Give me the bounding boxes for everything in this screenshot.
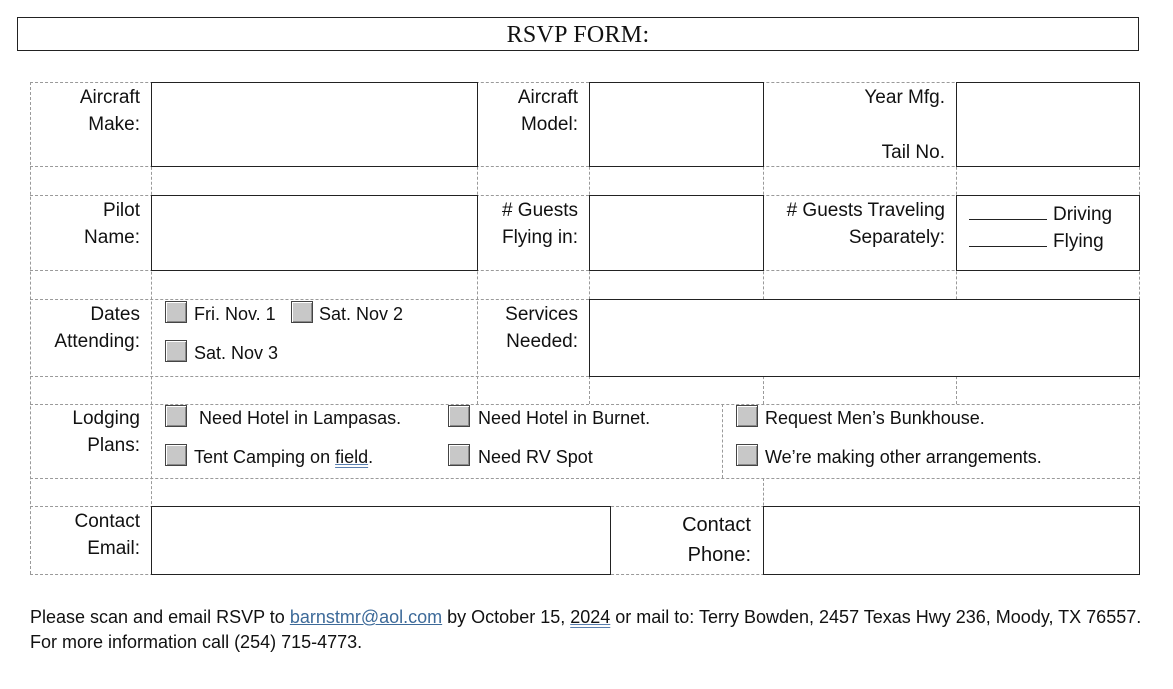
- bunkhouse-label: Request Men’s Bunkhouse.: [765, 408, 985, 428]
- driving-label: Driving: [1053, 204, 1113, 225]
- hotel-lampasas-label: Need Hotel in Lampasas.: [199, 408, 402, 428]
- contact-phone-label: Contact Phone:: [682, 514, 751, 566]
- guests-separately-label: # Guests Traveling Separately:: [786, 200, 945, 248]
- deadline-year: 2024: [570, 607, 611, 627]
- pilot-name-field[interactable]: [151, 195, 478, 271]
- services-needed-label: Services Needed:: [505, 304, 578, 352]
- year-mfg-label: Year Mfg.: [864, 87, 945, 108]
- other-arrangements-label: We’re making other arrangements.: [765, 447, 1042, 467]
- dates-attending-label: Dates Attending:: [54, 304, 140, 352]
- rv-spot-label: Need RV Spot: [478, 447, 593, 467]
- date-fri-checkbox[interactable]: [165, 301, 187, 323]
- hotel-burnet-label: Need Hotel in Burnet.: [478, 408, 651, 428]
- rv-spot-checkbox[interactable]: [448, 444, 470, 466]
- guests-separately-field[interactable]: [956, 195, 1140, 271]
- aircraft-make-label: Aircraft Make:: [79, 87, 140, 135]
- aircraft-model-label: Aircraft Model:: [517, 87, 578, 135]
- guests-flying-label: # Guests Flying in:: [501, 200, 578, 248]
- tent-camping-label: Tent Camping on field.: [194, 447, 374, 467]
- flying-line[interactable]: [969, 228, 1104, 253]
- contact-email-label: Contact Email:: [74, 511, 140, 559]
- hotel-burnet-checkbox[interactable]: [448, 405, 470, 427]
- driving-line[interactable]: [969, 201, 1112, 226]
- lodging-plans-label: Lodging Plans:: [72, 408, 140, 456]
- guests-flying-field[interactable]: [589, 195, 764, 271]
- hotel-lampasas-checkbox[interactable]: [165, 405, 187, 427]
- year-tail-field[interactable]: [956, 82, 1140, 167]
- other-arrangements-checkbox[interactable]: [736, 444, 758, 466]
- aircraft-make-field[interactable]: [151, 82, 478, 167]
- date-sat2-checkbox[interactable]: [291, 301, 313, 323]
- aircraft-model-field[interactable]: [589, 82, 764, 167]
- services-needed-field[interactable]: [589, 299, 1140, 377]
- date-sat2-label: Sat. Nov 2: [319, 304, 404, 324]
- contact-phone-field[interactable]: [763, 506, 1140, 575]
- date-fri-label: Fri. Nov. 1: [194, 304, 276, 324]
- footer-instructions: [30, 605, 1141, 655]
- pilot-name-label: Pilot Name:: [84, 200, 140, 248]
- tent-camping-checkbox[interactable]: [165, 444, 187, 466]
- form-title: RSVP FORM:: [17, 17, 1139, 51]
- footer-line-1: Please scan and email RSVP to barnstmr@aol.com by October 15, 2024 or mail to: Terry Bowden, 2457 Texas Hwy 236, Moody, TX 76557.: [30, 607, 1142, 627]
- tail-no-label: Tail No.: [881, 142, 945, 163]
- date-sat3-checkbox[interactable]: [165, 340, 187, 362]
- flying-label: Flying: [1053, 231, 1104, 252]
- bunkhouse-checkbox[interactable]: [736, 405, 758, 427]
- footer-line-2: For more information call (254) 715-4773.: [30, 632, 363, 652]
- date-sat3-label: Sat. Nov 3: [194, 343, 279, 363]
- email-link[interactable]: barnstmr@aol.com: [289, 607, 443, 627]
- contact-email-field[interactable]: [151, 506, 611, 575]
